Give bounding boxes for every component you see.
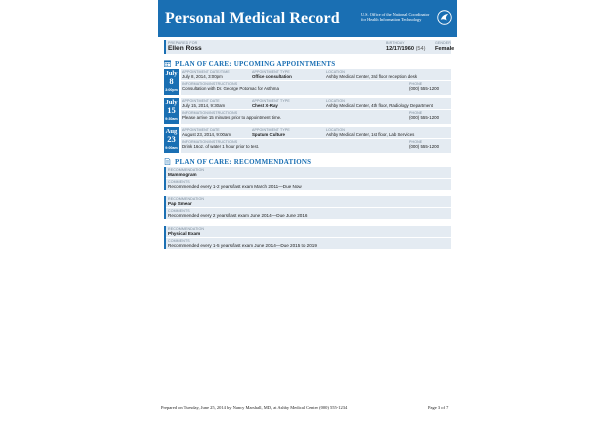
- recommendation-comments: Recommended every 1-2 years/last exam March 2011—Due Now: [168, 183, 302, 189]
- type-label: APPOINTMENT TYPE: [252, 99, 290, 103]
- appointment-type: Sputum Culture: [252, 132, 285, 137]
- recommendation-name: Physical Exam: [168, 231, 201, 236]
- appointment-card: [164, 127, 451, 153]
- birthday-label: BIRTHDAY: [386, 41, 405, 45]
- appointment-day: 15: [167, 105, 176, 115]
- appointment-month: July: [165, 99, 178, 106]
- recommendation-card: [164, 226, 451, 249]
- appointment-type: Chest X-Ray: [252, 103, 278, 108]
- location-label: LOCATION: [326, 128, 345, 132]
- appointment-date-badge: [164, 127, 179, 153]
- appointment-time: 3:00pm: [165, 88, 178, 92]
- appointment-time: 9:00am: [165, 146, 178, 150]
- patient-info: [164, 40, 455, 54]
- appointment-card: [164, 69, 451, 95]
- appointment-location: Ashby Medical Center, 3rd floor reception desk: [326, 74, 418, 79]
- date-label: APPOINTMENT DATE: [182, 99, 220, 103]
- appointment-day: 23: [167, 134, 176, 144]
- phone-label: PHONE: [409, 111, 423, 115]
- calendar-icon: [164, 60, 171, 67]
- recommendation-name: Pap Smear: [168, 201, 192, 206]
- location-label: LOCATION: [326, 99, 345, 103]
- date-label: APPOINTMENT DATE/TIME: [182, 70, 230, 74]
- recommendation-comments: Recommended every 1-5 years/last exam June 2014—Due 2015 to 2019: [168, 242, 317, 248]
- birthday-value: [386, 46, 426, 52]
- recommendation-label: RECOMMENDATION: [168, 197, 205, 201]
- gender-label: GENDER: [435, 41, 451, 45]
- comments-label: COMMENTS: [168, 179, 190, 184]
- appointment-phone: (000) 555-1200: [409, 86, 440, 91]
- appointment-date: July 15, 2014, 9:30am: [182, 103, 226, 108]
- recommendation-comments: Recommended every 2 years/last exam June 2014—Due June 2016: [168, 212, 308, 218]
- type-label: APPOINTMENT TYPE: [252, 70, 290, 74]
- appointment-phone: (000) 555-1200: [409, 144, 440, 149]
- recommendations-heading: PLAN OF CARE: RECOMMENDATIONS: [175, 157, 312, 166]
- prepared-for-label: PREPARED FOR: [168, 41, 198, 45]
- hhs-seal-icon: [437, 10, 452, 25]
- recommendation-label: RECOMMENDATION: [168, 227, 205, 231]
- appointment-month: Aug: [165, 128, 178, 135]
- appointment-time: 9:30am: [165, 117, 178, 121]
- location-label: LOCATION: [326, 70, 345, 74]
- appointment-month: July: [165, 70, 178, 77]
- document-icon: [164, 158, 171, 165]
- appointment-info: Please arrive 15 minutes prior to appointment time.: [182, 115, 282, 120]
- appointment-type: Office consultation: [252, 74, 292, 79]
- type-label: APPOINTMENT TYPE: [252, 128, 290, 132]
- prepared-by-footer: Prepared on Tuesday, June 25, 2014 by Nancy Marshall, MD, at Ashby Medical Center (000) 555-1234: [161, 405, 348, 410]
- appointment-date: July 8, 2014, 3:00pm: [182, 74, 223, 79]
- appointment-location: Ashby Medical Center, 4th floor, Radiology Department: [326, 103, 433, 108]
- recommendation-card: [164, 167, 451, 190]
- appointment-info: Drink 16oz. of water 1 hour prior to test.: [182, 144, 260, 149]
- recommendation-card: [164, 196, 451, 219]
- appointment-info: Consultation with Dr. George Potomac for Asthma: [182, 86, 279, 91]
- page-number: Page 3 of 7: [428, 405, 449, 410]
- comments-label: COMMENTS: [168, 208, 190, 213]
- info-label: INFORMATION/INSTRUCTIONS: [182, 82, 238, 86]
- birthday-date: 12/17/1960: [386, 45, 414, 52]
- comments-label: COMMENTS: [168, 238, 190, 243]
- patient-age: (54): [415, 45, 426, 52]
- page-header: [158, 0, 457, 37]
- appointment-location: Ashby Medical Center, 1st floor, Lab Services: [326, 132, 415, 137]
- medical-record-page: [158, 0, 457, 424]
- gender-value: Female: [435, 45, 455, 52]
- appointment-date: August 23, 2014, 9:00am: [182, 132, 232, 137]
- recommendation-label: RECOMMENDATION: [168, 168, 205, 172]
- page-title: Personal Medical Record: [165, 10, 340, 27]
- agency-name: U.S. Office of the National Coordinator for Health Information Technology: [361, 12, 430, 23]
- appointment-card: [164, 98, 451, 124]
- phone-label: PHONE: [409, 82, 423, 86]
- info-label: INFORMATION/INSTRUCTIONS: [182, 111, 238, 115]
- appointment-day: 8: [169, 76, 174, 86]
- appointment-date-badge: [164, 98, 179, 124]
- appointment-date-badge: [164, 69, 179, 95]
- appointment-phone: (000) 555-1200: [409, 115, 440, 120]
- recommendation-name: Mammogram: [168, 172, 197, 177]
- date-label: APPOINTMENT DATE: [182, 128, 220, 132]
- phone-label: PHONE: [409, 140, 423, 144]
- info-label: INFORMATION/INSTRUCTIONS: [182, 140, 238, 144]
- appointments-heading: PLAN OF CARE: UPCOMING APPOINTMENTS: [175, 59, 336, 68]
- patient-name: Ellen Ross: [168, 45, 202, 52]
